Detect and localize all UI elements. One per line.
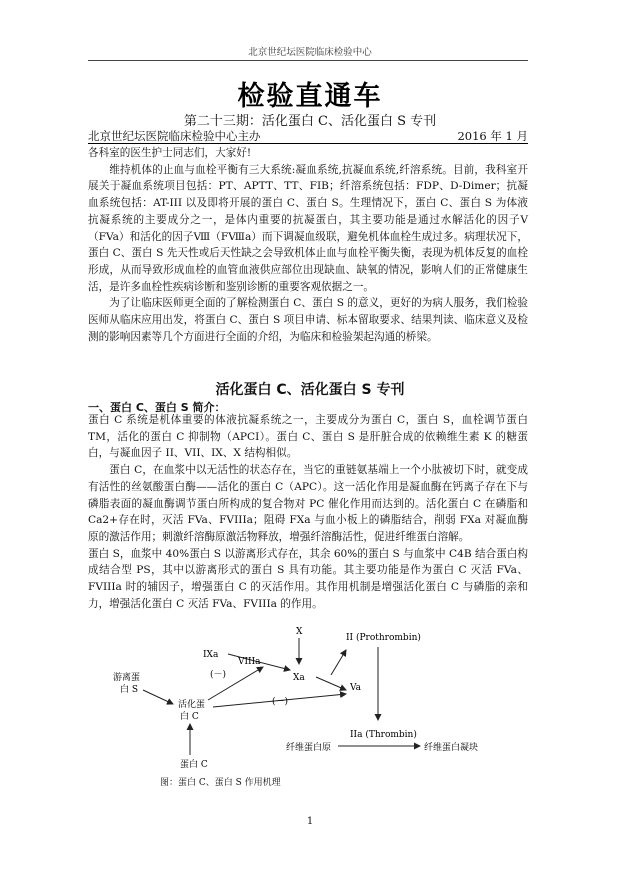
greeting: 各科室的医生护士同志们，大家好! <box>88 147 252 159</box>
label-xa: Xa <box>293 673 305 683</box>
intro-paragraph-1: 维持机体的止血与血栓平衡有三大系统:凝血系统,抗凝血系统,纤溶系统。目前，我科室开展关于凝血系统项目包括：PT、APTT、TT、FIB；纤溶系统包括：FDP、D-Dimer；抗凝血系统包括：AT-III 以及即将开展的蛋白 C、蛋白 S。生理情况下，蛋白 C、蛋白 S 为体液抗凝系统的主要成分之一，是体内重要的抗凝蛋白，其主要功能是通过水解活化的因子Ⅴ（FVa）和活化的因子Ⅷ（FⅧa）而下调凝血级联，避免机体血栓生成过多。病理状况下，蛋白 C、蛋白 S 先天性或后天性缺之会导致机体止血与血栓平衡失衡，表现为机体反复的血栓形成，从而导致形成血栓的血管血液供应部位出现缺血、缺氧的情况，影响人们的正常健康生活，是许多血栓性疾病诊断和鉴别诊断的重要客观依据之一。 <box>88 163 528 293</box>
label-pc: 蛋白 C <box>180 760 208 770</box>
section-one-body <box>88 412 528 612</box>
label-fibrinogen: 纤维蛋白原 <box>286 743 332 753</box>
section-title: 活化蛋白 C、活化蛋白 S 专刊 <box>215 382 405 398</box>
mechanism-figure <box>88 612 528 807</box>
mechanism-diagram <box>88 612 528 807</box>
issue-date: 2016 年 1 月 <box>457 129 528 143</box>
label-ixa: IXa <box>203 650 219 660</box>
label-apc-1: 活化蛋 <box>178 700 206 710</box>
label-viiia: VIIIa <box>238 657 261 667</box>
section-one-heading: 一、蛋白 C、蛋白 S 简介： <box>88 401 226 414</box>
label-va: Va <box>350 683 362 693</box>
intro-block <box>88 145 528 345</box>
label-inhibit-2: (－) <box>272 697 289 707</box>
newsletter-title: 检验直通车 <box>237 81 383 112</box>
arrow-xa-to-va <box>316 677 346 690</box>
section-one-paragraph-1: 蛋白 C 系统是机体重要的体液抗凝系统之一，主要成分为蛋白 C，蛋白 S，血栓调节蛋白 TM，活化的蛋白 C 抑制物（APCI）。蛋白 C、蛋白 S 是肝脏合成的依赖维生素 K 的糖蛋白，与凝血因子 II、VII、IX、X 结构相似。 <box>88 414 528 460</box>
organizer-rule <box>88 143 528 144</box>
label-x: X <box>296 627 303 637</box>
section-one-paragraph-2: 蛋白 C，在血浆中以无活性的状态存在，当它的重链氨基端上一个小肽被切下时，就变成有活性的丝氨酸蛋白酶——活化的蛋白 C（APC）。这一活化作用是凝血酶在钙离子存在下与磷脂表面的凝血酶调节蛋白所构成的复合物对 PC 催化作用而达到的。活化蛋白 C 在磷脂和 Ca2+存在时，灭活 FVa、FVIIIa；阻碍 FXa 与血小板上的磷脂结合，削弱 FXa 对凝血酶原的激活作用；刺激纤溶酶原激活物释放，增强纤溶酶活性，促进纤维蛋白溶解。 <box>88 464 528 543</box>
organizer: 北京世纪坛医院临床检验中心主办 <box>88 129 261 143</box>
page-number: 1 <box>306 816 314 827</box>
label-thrombin: IIa (Thrombin) <box>350 730 417 740</box>
issue-subtitle: 第二十三期：活化蛋白 C、活化蛋白 S 专刊 <box>183 114 437 129</box>
intro-paragraph-2: 为了让临床医师更全面的了解检测蛋白 C、蛋白 S 的意义，更好的为病人服务，我们检验医师从临床应用出发，将蛋白 C、蛋白 S 项目申请、标本留取要求、结果判读、临床意义及检测的影响因素等几个方面进行全面的介绍，为临床和检验架起沟通的桥梁。 <box>88 297 528 343</box>
label-inhibit-1: (－) <box>210 670 227 680</box>
label-apc-2: 白 C <box>180 712 199 722</box>
arrow-xa-to-prothrombin <box>331 650 346 675</box>
label-fibrin: 纤维蛋白凝块 <box>424 743 479 753</box>
label-free-ps-2: 白 S <box>120 685 139 695</box>
organizer-line <box>88 128 528 144</box>
label-prothrombin: II (Prothrombin) <box>346 633 421 643</box>
label-free-ps-1: 游离蛋 <box>113 673 141 683</box>
running-header: 北京世纪坛医院临床检验中心 <box>248 47 372 58</box>
figure-caption: 图：蛋白 C、蛋白 S 作用机理 <box>160 778 281 788</box>
header-rule <box>88 60 528 61</box>
section-one-paragraph-3: 蛋白 S，血浆中 40%蛋白 S 以游离形式存在，其余 60%的蛋白 S 与血浆中 C4B 结合蛋白构成结合型 PS，其中以游离形式的蛋白 S 具有功能。其主要功能是作为蛋白 C 灭活 FVa、FVIIIa 时的辅因子，增强蛋白 C 的灭活作用。其作用机制是增强活化蛋白 C 与磷脂的亲和力，增强活化蛋白 C 灭活 FVa、FVIIIa 的作用。 <box>88 547 528 610</box>
arrow-ps-to-apc <box>143 690 173 704</box>
